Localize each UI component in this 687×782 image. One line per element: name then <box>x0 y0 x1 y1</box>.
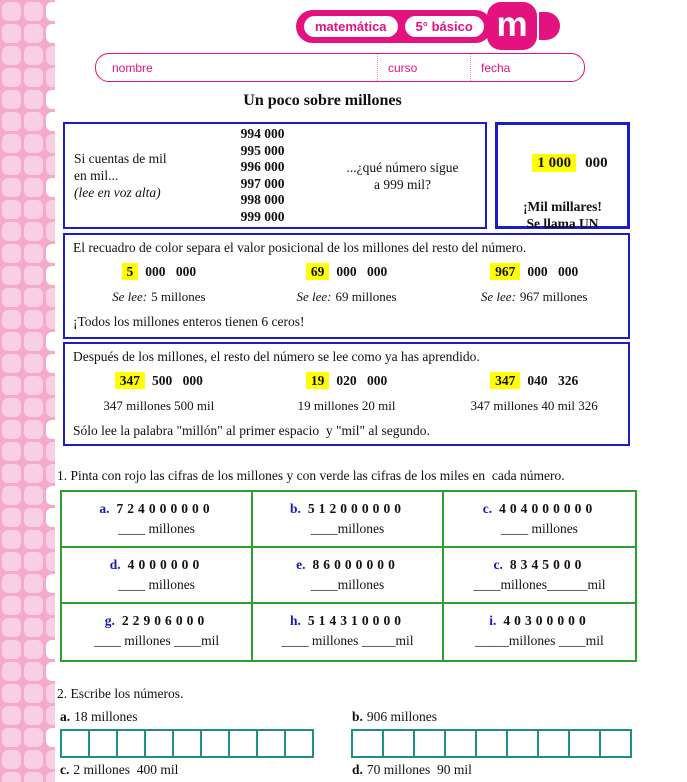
example-reading: 347 millones 40 mil 326 <box>470 398 598 413</box>
table-cell <box>444 492 635 548</box>
positional-readings <box>65 289 628 305</box>
digit-box[interactable] <box>256 729 286 758</box>
student-info-bar <box>95 53 585 82</box>
example-reading: Se lee: 69 millones <box>296 289 397 304</box>
logo-letter: m <box>496 4 528 44</box>
digit-box[interactable] <box>537 729 570 758</box>
answer-blank[interactable]: ____millones <box>310 521 385 536</box>
item-number: 22906000 <box>121 613 209 628</box>
digit-box-row-a <box>60 729 314 758</box>
grade-badge: 5° básico <box>405 16 484 37</box>
highlighted-digits: 967 <box>490 263 520 280</box>
positional-intro: El recuadro de color separa el valor posicional de los millones del resto del número. <box>73 240 527 255</box>
highlighted-digits: 1 000 <box>532 154 576 172</box>
million-note: ¡Mil millares! Se llama UN <box>523 199 602 231</box>
digit-box[interactable] <box>413 729 446 758</box>
item-number: 724000000 <box>116 501 214 516</box>
exercise2-item-b <box>352 709 437 725</box>
exercise2-item-a <box>60 709 138 725</box>
item-label: 2 millones 400 mil <box>73 762 179 777</box>
highlighted-digits: 347 <box>115 372 145 389</box>
highlighted-digits: 19 <box>306 372 330 389</box>
item-number: 514310000 <box>307 613 406 628</box>
digit-box[interactable] <box>568 729 601 758</box>
item-number: 404000000 <box>499 501 597 516</box>
table-cell <box>62 548 253 604</box>
item-number: 4000000 <box>127 557 204 572</box>
page-title: Un poco sobre millones <box>243 92 402 109</box>
exercise1-table <box>60 490 637 662</box>
digit-box[interactable] <box>599 729 632 758</box>
item-number: 8345000 <box>509 557 586 572</box>
answer-blank[interactable]: _____millones ____mil <box>475 633 604 648</box>
item-number: 40300000 <box>503 613 590 628</box>
counting-prompt: Si cuentas de mil en mil... (lee en voz alta) <box>74 151 167 200</box>
exercise2-item-c <box>60 762 178 778</box>
name-field-label: nombre <box>112 61 153 75</box>
digit-box[interactable] <box>116 729 146 758</box>
example-reading: Se lee: 5 millones <box>112 289 206 304</box>
answer-blank[interactable]: ____ millones <box>501 521 578 536</box>
example-number: 967 000 000 <box>440 264 628 280</box>
digit-box[interactable] <box>284 729 314 758</box>
table-cell <box>253 604 444 660</box>
item-letter: d. <box>109 557 121 572</box>
reading-readings <box>65 398 628 414</box>
table-cell <box>253 492 444 548</box>
reading-box <box>63 342 630 446</box>
reading-intro: Después de los millones, el resto del número se lee como ya has aprendido. <box>73 349 480 364</box>
million-box <box>495 122 630 229</box>
item-number: 512000000 <box>307 501 406 516</box>
logo-tab-shape <box>539 12 560 40</box>
example-reading: 347 millones 500 mil <box>103 398 215 413</box>
item-letter: g. <box>104 613 115 628</box>
example-number: 347 040 326 <box>440 373 628 389</box>
item-letter: c. <box>482 501 493 516</box>
highlighted-digits: 347 <box>490 372 520 389</box>
highlighted-digits: 69 <box>306 263 330 280</box>
item-number: 86000000 <box>312 557 399 572</box>
table-cell <box>62 604 253 660</box>
answer-blank[interactable]: ____millones______mil <box>473 577 606 592</box>
counting-question: ...¿qué número sigue a 999 mil? <box>346 159 459 192</box>
example-number: 347 500 000 <box>65 373 253 389</box>
item-label: 906 millones <box>366 709 438 724</box>
digit-box[interactable] <box>506 729 539 758</box>
table-cell <box>62 492 253 548</box>
item-label: 70 millones 90 mil <box>366 762 472 777</box>
item-letter: b. <box>352 709 363 724</box>
reading-footer: Sólo lee la palabra "millón" al primer espacio y "mil" al segundo. <box>73 423 430 438</box>
item-letter: i. <box>489 613 497 628</box>
decorative-pink-border <box>0 0 55 782</box>
million-number: 1 000 000 <box>498 138 627 189</box>
exercise1-instruction: 1. Pinta con rojo las cifras de los millones y con verde las cifras de los miles en cada número. <box>57 468 565 483</box>
brand-pill <box>296 10 492 43</box>
digit-box[interactable] <box>228 729 258 758</box>
exercise2-item-d <box>352 762 472 778</box>
example-reading: Se lee: 967 millones <box>480 289 588 304</box>
example-number: 5 000 000 <box>65 264 253 280</box>
digit-box[interactable] <box>144 729 174 758</box>
digit-box[interactable] <box>200 729 230 758</box>
counting-box <box>63 122 487 229</box>
example-number: 19 020 000 <box>253 373 441 389</box>
positional-footer: ¡Todos los millones enteros tienen 6 ceros! <box>73 314 305 329</box>
item-letter: a. <box>99 501 110 516</box>
digit-box-row-b <box>351 729 632 758</box>
example-reading: 19 millones 20 mil <box>297 398 396 413</box>
answer-blank[interactable]: ____ millones _____mil <box>281 633 414 648</box>
answer-blank[interactable]: ____ millones ____mil <box>93 633 220 648</box>
field-divider <box>377 54 378 81</box>
brand-logo <box>487 2 537 50</box>
answer-blank[interactable]: ____ millones <box>118 521 195 536</box>
digit-box[interactable] <box>172 729 202 758</box>
table-cell <box>444 604 635 660</box>
item-letter: e. <box>296 557 306 572</box>
course-field-label: curso <box>388 61 418 75</box>
item-letter: a. <box>60 709 71 724</box>
item-letter: c. <box>60 762 70 777</box>
item-label: 18 millones <box>74 709 138 724</box>
item-letter: c. <box>493 557 503 572</box>
date-field-label: fecha <box>481 61 511 75</box>
highlighted-digits: 5 <box>122 263 139 280</box>
digit-box[interactable] <box>382 729 415 758</box>
digit-box[interactable] <box>60 729 90 758</box>
item-letter: d. <box>352 762 363 777</box>
positional-value-box <box>63 233 630 339</box>
item-letter: h. <box>289 613 301 628</box>
subject-badge: matemática <box>304 16 398 37</box>
reading-examples <box>65 373 628 389</box>
answer-blank[interactable]: ____ millones <box>118 577 195 592</box>
digit-box[interactable] <box>351 729 384 758</box>
exercise2-instruction: 2. Escribe los números. <box>57 686 184 701</box>
table-cell <box>253 548 444 604</box>
digit-box[interactable] <box>444 729 477 758</box>
item-letter: b. <box>289 501 301 516</box>
digit-box[interactable] <box>88 729 118 758</box>
field-divider <box>470 54 471 81</box>
answer-blank[interactable]: ____millones <box>310 577 385 592</box>
positional-examples <box>65 264 628 280</box>
digit-box[interactable] <box>475 729 508 758</box>
example-number: 69 000 000 <box>253 264 441 280</box>
table-cell <box>444 548 635 604</box>
counting-sequence: 994 000 995 000 996 000 997 000 998 000 999 000 <box>240 126 285 224</box>
